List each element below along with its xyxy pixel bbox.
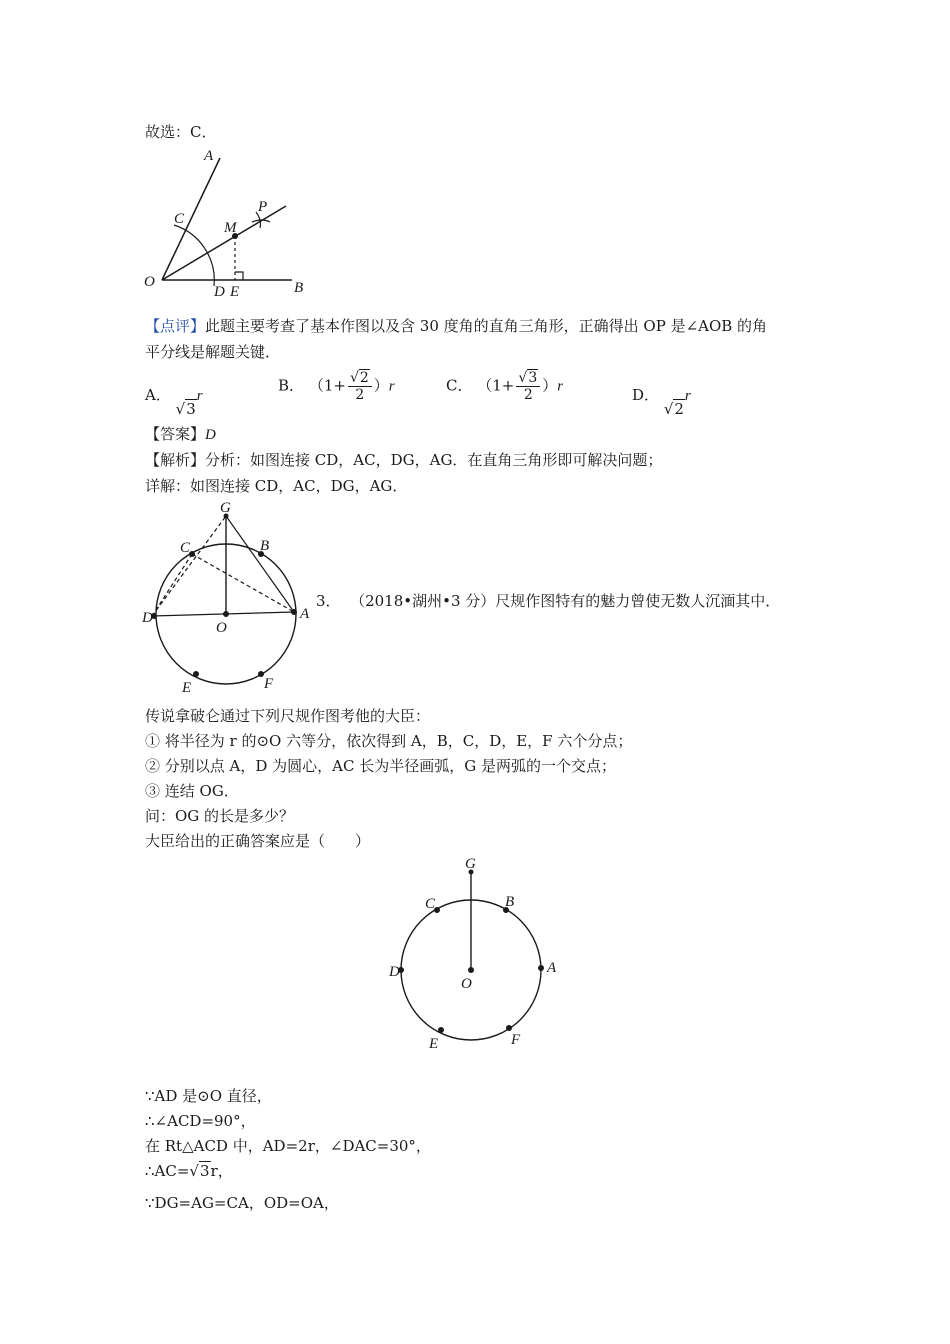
label-g: G: [465, 856, 476, 872]
problem-question: 问：OG 的长是多少？: [145, 807, 295, 825]
right-angle-mark: [235, 272, 243, 280]
option-d: D． √2r: [632, 386, 691, 418]
label-e: E: [230, 284, 240, 300]
label-c: C: [180, 540, 191, 556]
option-c-label: C．: [446, 376, 473, 395]
option-b-radicand: 2: [359, 370, 369, 386]
label-o: O: [461, 976, 472, 992]
option-c-den: 2: [523, 387, 533, 403]
segment-cd: [152, 554, 192, 616]
label-m: M: [224, 220, 237, 236]
proof-line-2: ∴∠ACD=90°，: [145, 1112, 256, 1130]
problem-number: 3．: [316, 592, 341, 610]
point-o: [468, 967, 474, 973]
label-a: A: [204, 148, 214, 164]
option-b-close: ）: [373, 376, 389, 395]
proof-line-3: 在 Rt△ACD 中，AD=2r，∠DAC=30°，: [145, 1137, 431, 1155]
review-text-1: 此题主要考查了基本作图以及含 30 度角的直角三角形，正确得出 OP 是∠AOB 的角: [205, 317, 768, 335]
point-e: [438, 1027, 444, 1033]
point-e: [193, 671, 199, 677]
problem-header: [316, 591, 780, 611]
label-o: O: [216, 620, 227, 636]
problem-prompt: 大臣给出的正确答案应是（ ）: [145, 832, 371, 850]
solution-conclusion: 故选：C．: [145, 123, 217, 141]
analysis-detail: 详解：如图连接 CD，AC，DG，AG．: [145, 477, 408, 495]
label-d: D: [142, 610, 153, 626]
label-d: D: [389, 964, 400, 980]
figure-circle-connected: [140, 500, 320, 696]
option-a-radicand: 3: [186, 400, 196, 418]
segment-dg: [152, 516, 226, 616]
label-f: F: [511, 1032, 521, 1048]
analysis-tag: 【解析】: [145, 451, 206, 469]
option-d-radicand: 2: [674, 400, 684, 418]
problem-source: （2018•湖州•3 分）尺规作图特有的魅力曾使无数人沉湎其中．: [350, 592, 781, 610]
label-c: C: [425, 896, 436, 912]
answer-tag: 【答案】: [145, 425, 206, 443]
analysis-text: 分析：如图连接 CD，AC，DG，AG．在直角三角形即可解决问题；: [205, 451, 663, 469]
problem-step-2: ② 分别以点 A，D 为圆心，AC 长为半径画弧，G 是两弧的一个交点；: [145, 757, 616, 775]
point-a: [538, 965, 544, 971]
review-line-1: [145, 316, 767, 336]
proof-line-5: ∵DG=AG=CA，OD=OA，: [145, 1194, 339, 1212]
option-b-label: B．: [278, 376, 305, 395]
label-a: A: [547, 960, 557, 976]
option-c-close: ）: [542, 376, 558, 395]
label-e: E: [429, 1036, 439, 1052]
label-b: B: [260, 538, 270, 554]
analysis-line: [145, 450, 662, 470]
point-f: [506, 1025, 512, 1031]
option-a-label: A．: [145, 386, 171, 404]
proof-line-4-pre: ∴AC=: [145, 1162, 190, 1180]
answer-value: D: [205, 427, 216, 443]
label-o: O: [144, 274, 155, 290]
option-c-open: （1+: [477, 376, 515, 395]
proof-line-4: ∴AC=√3r，: [145, 1162, 233, 1180]
option-c: C． （1+ $\frac{√3}{2}$ ）r: [446, 370, 564, 403]
label-c: C: [174, 211, 185, 227]
point-o: [223, 611, 229, 617]
figure-circle-og: [385, 852, 565, 1052]
option-b-var: r: [388, 378, 395, 395]
option-a: A． √3r: [145, 386, 203, 418]
option-c-radicand: 3: [528, 370, 538, 386]
answer-line: [145, 424, 216, 445]
problem-intro: 传说拿破仑通过下列尺规作图考他的大臣：: [145, 707, 431, 725]
label-b: B: [505, 894, 515, 910]
segment-ca: [192, 554, 294, 612]
arc-cd: [174, 225, 214, 286]
label-p: P: [258, 199, 268, 215]
problem-step-3: ③ 连结 OG．: [145, 782, 239, 800]
option-b-den: 2: [355, 387, 365, 403]
label-b: B: [294, 280, 304, 296]
option-a-var: r: [196, 388, 203, 404]
label-f: F: [264, 676, 274, 692]
point-a: [291, 609, 297, 615]
label-e: E: [182, 680, 192, 696]
option-b: B． （1+ $\frac{√2}{2}$ ）r: [278, 370, 395, 403]
segment-ag: [226, 516, 294, 612]
option-d-label: D．: [632, 386, 660, 404]
option-b-open: （1+: [308, 376, 346, 395]
review-line-2: 平分线是解题关键．: [145, 343, 281, 361]
review-tag: 【点评】: [145, 317, 206, 335]
option-c-var: r: [557, 378, 564, 395]
label-a: A: [300, 606, 310, 622]
option-d-var: r: [684, 388, 691, 404]
label-g: G: [220, 500, 231, 516]
proof-line-4-radicand: 3: [199, 1162, 210, 1180]
proof-line-4-post: r，: [210, 1162, 233, 1180]
label-d: D: [214, 284, 225, 300]
problem-step-1: ① 将半径为 r 的⊙O 六等分，依次得到 A，B，C，D，E，F 六个分点；: [145, 732, 633, 750]
proof-line-1: ∵AD 是⊙O 直径，: [145, 1087, 272, 1105]
figure-angle-bisector: [140, 148, 320, 300]
